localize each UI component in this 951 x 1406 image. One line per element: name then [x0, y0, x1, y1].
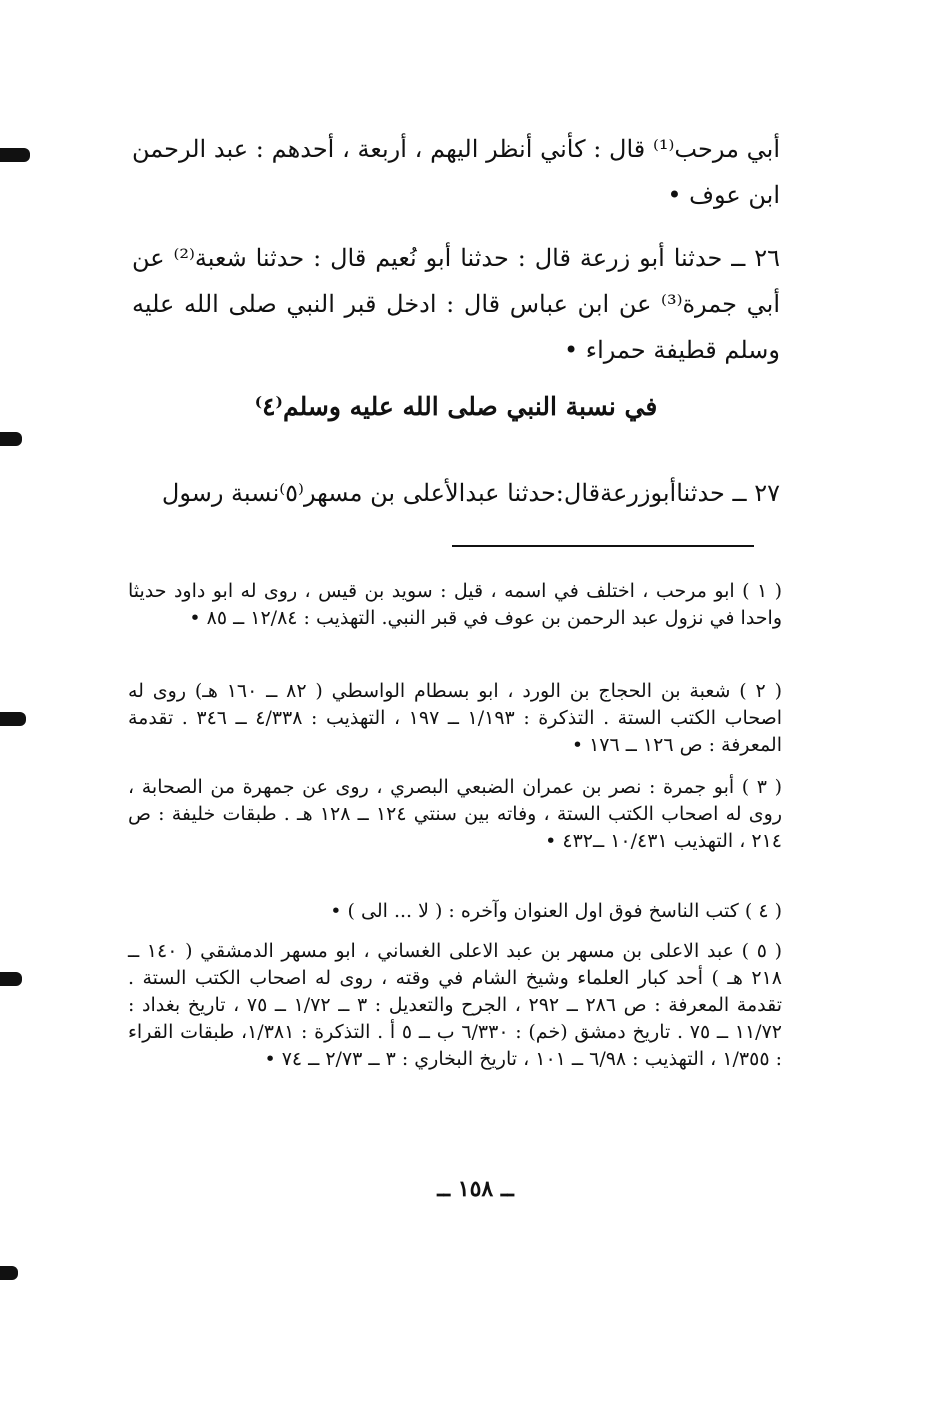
footnote-number: ( ٢ ) [739, 680, 782, 702]
footnote-text: شعبة بن الحجاج بن الورد ، ابو بسطام الواسطي ( ٨٢ ــ ١٦٠ هـ) روى له اصحاب الكتب الستة . التذكرة : ١/١٩٣ ــ ١٩٧ ، التهذيب : ٤/٣٣٨ ــ ٣٤٦ . تقدمة المعرفة : ص ١٢٦ ــ ١٧٦ • [128, 680, 782, 756]
body-paragraph-27: ٢٧ ــ حدثناأبوزرعةقال:حدثنا عبدالأعلى بن مسهر⁽٥⁾نسبة رسول [161, 479, 780, 507]
body-paragraph-26: ٢٦ ــ حدثنا أبو زرعة قال : حدثنا أبو نُعيم قال : حدثنا شعبة⁽²⁾ عن أبي جمرة⁽³⁾ عن ابن عباس قال : ادخل قبر النبي صلى الله عليه وسلم قطيفة حمراء • [132, 244, 780, 364]
footnote-5 [128, 938, 782, 1073]
page-number: ــ ١٥٨ ــ [437, 1176, 514, 1202]
footnote-3 [128, 774, 782, 855]
body-paragraph-1: أبي مرحب⁽¹⁾ قال : كأني أنظر اليهم ، أربعة ، أحدهم : عبد الرحمن ابن عوف • [132, 135, 781, 209]
footnote-separator [452, 545, 754, 547]
footnote-number: ( ١ ) [742, 580, 783, 602]
scan-edge-mark [0, 972, 22, 986]
scan-edge-mark [0, 432, 22, 446]
footnote-text: أبو جمرة : نصر بن عمران الضبعي البصري ، روى عن جمهرة من الصحابة ، روى له اصحاب الكتب الستة ، وفاته بين سنتي ١٢٤ ــ ١٢٨ هـ . طبقات خليفة : ص ٢١٤ ، التهذيب ١٠/٤٣١ ــ٤٣٢ • [128, 776, 783, 852]
footnote-4 [128, 898, 782, 925]
footnote-text: عبد الاعلى بن مسهر بن عبد الاعلى الغساني ، ابو مسهر الدمشقي ( ١٤٠ ــ ٢١٨ هـ ) أحد كبار العلماء وشيخ الشام في وقته ، روى له اصحاب الكتب الستة . تقدمة المعرفة : ص ٢٨٦ ــ ٢٩٢ ، الجرح والتعديل : ٣ ــ ١/٧٢ ــ ٧٥ ، تاريخ بغداد : ١١/٧٢ ــ ٧٥ . تاريخ دمشق (خم) : ٦/٣٣٠ ب ــ ٥ أ . التذكرة : ١/٣٨١، طبقات القراء : ١/٣٥٥ ، التهذيب : ٦/٩٨ ــ ١٠١ ، تاريخ البخاري : ٣ ــ ٢/٧٣ ــ ٧٤ • [128, 940, 782, 1070]
footnote-text: ابو مرحب ، اختلف في اسمه ، قيل : سويد بن قيس ، روى له ابو داود حديثا واحدا في نزول عبد الرحمن بن عوف في قبر النبي. التهذيب : ١٢/٨٤ ــ ٨٥ • [128, 580, 782, 629]
footnote-number: ( ٣ ) [741, 776, 783, 798]
footnote-2 [128, 678, 782, 759]
footnote-text: كتب الناسخ فوق اول العنوان وآخره : ( لا ... الى ) • [330, 900, 739, 922]
footnote-number: ( ٥ ) [741, 940, 782, 962]
footnote-1 [128, 578, 782, 632]
scan-edge-mark [0, 712, 26, 726]
scan-edge-mark [0, 1266, 18, 1280]
section-heading: في نسبة النبي صلى الله عليه وسلم⁽٤⁾ [254, 392, 658, 421]
scan-edge-mark [0, 148, 30, 162]
footnote-number: ( ٤ ) [744, 900, 782, 922]
